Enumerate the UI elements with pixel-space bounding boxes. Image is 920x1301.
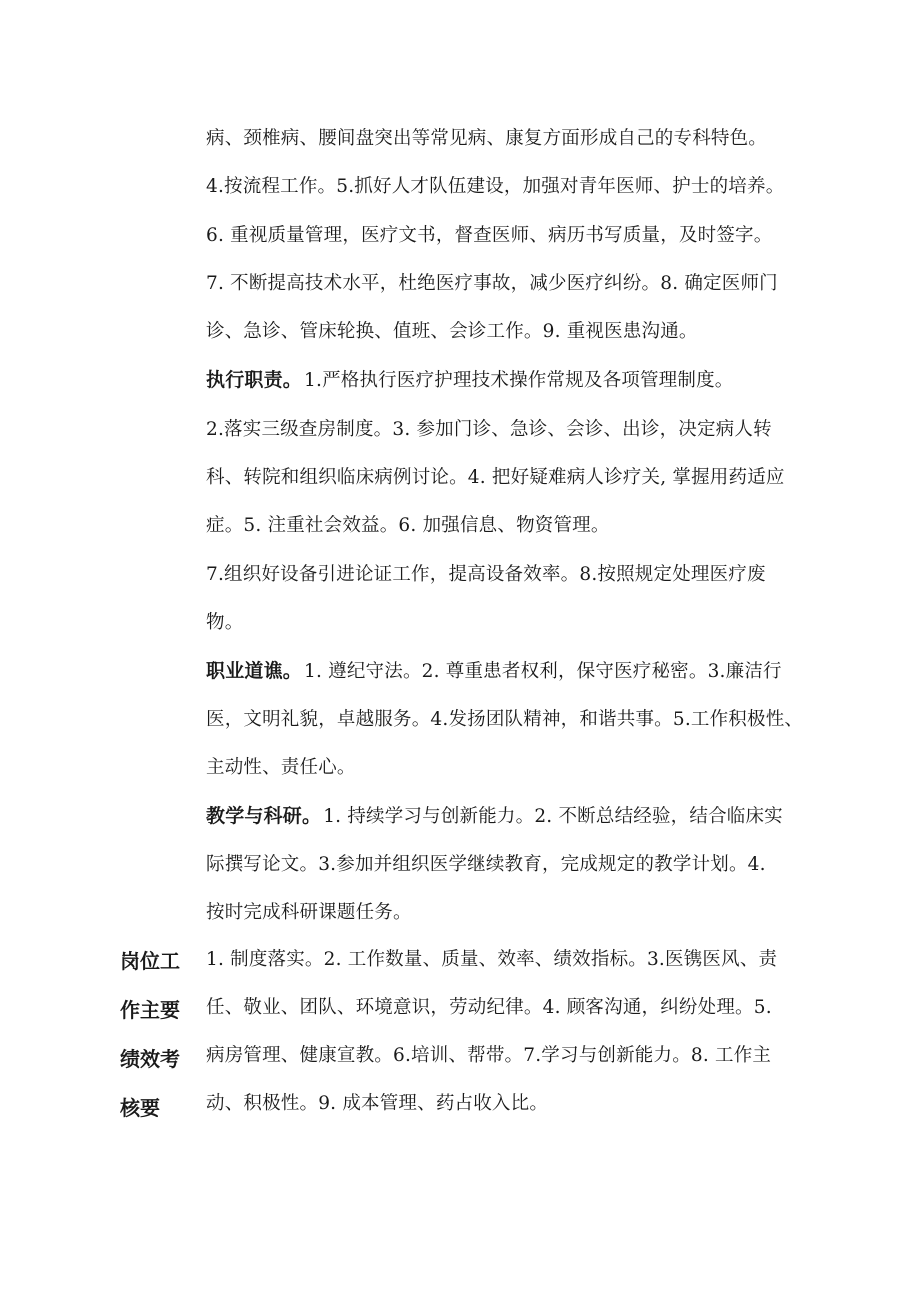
management-line-3: 6. 重视质量管理，医疗文书，督查医师、病历书写质量，及时签字。 bbox=[206, 225, 773, 246]
performance-label-line-4: 核要 bbox=[120, 1096, 160, 1120]
performance-line-2: 任、敬业、团队、环境意识，劳动纪律。4. 顾客沟通，纠纷处理。5. bbox=[206, 997, 772, 1018]
execution-line-2: 2.落实三级查房制度。3. 参加门诊、急诊、会诊、出诊，决定病人转 bbox=[206, 419, 772, 440]
performance-line-3: 病房管理、健康宣教。6.培训、帮带。7.学习与创新能力。8. 工作主 bbox=[206, 1045, 772, 1066]
execution-first-text: 1.严格执行医疗护理技术操作常规及各项管理制度。 bbox=[304, 370, 734, 391]
performance-label-line-3: 绩效考 bbox=[120, 1047, 180, 1071]
research-first-text: 1. 持续学习与创新能力。2. 不断总结经验，结合临床实 bbox=[323, 806, 783, 827]
performance-label-line-2: 作主要 bbox=[120, 998, 180, 1022]
management-line-1: 病、颈椎病、腰间盘突出等常见病、康复方面形成自己的专科特色。 bbox=[206, 128, 768, 149]
research-heading: 教学与科研。 bbox=[206, 805, 322, 827]
performance-line-1: 1. 制度落实。2. 工作数量、质量、效率、绩效指标。3.医镌医风、责 bbox=[206, 949, 778, 970]
research-first-line bbox=[206, 804, 783, 829]
research-line-3: 按时完成科研课题任务。 bbox=[206, 902, 412, 923]
execution-line-6: 物。 bbox=[206, 612, 244, 633]
ethics-first-line bbox=[206, 659, 782, 684]
execution-line-4: 症。5. 注重社会效益。6. 加强信息、物资管理。 bbox=[206, 515, 610, 536]
execution-first-line bbox=[206, 368, 733, 393]
ethics-first-text: 1. 遵纪守法。2. 尊重患者权利，保守医疗秘密。3.廉洁行 bbox=[304, 661, 782, 682]
execution-heading: 执行职责。 bbox=[206, 369, 303, 391]
research-line-2: 际撰写论文。3.参加并组织医学继续教育，完成规定的教学计划。4. bbox=[206, 854, 766, 875]
management-line-4: 7. 不断提高技术水平，杜绝医疗事故，减少医疗纠纷。8. 确定医师门 bbox=[206, 273, 778, 294]
management-line-5: 诊、急诊、管床轮换、值班、会诊工作。9. 重视医患沟通。 bbox=[206, 321, 698, 342]
execution-line-5: 7.组织好设备引进论证工作，提高设备效率。8.按照规定处理医疗废 bbox=[206, 564, 766, 585]
performance-label-line-1: 岗位工 bbox=[120, 949, 180, 973]
ethics-heading: 职业道谯。 bbox=[206, 660, 303, 682]
execution-line-3: 科、转院和组织临床病例讨论。4. 把好疑难病人诊疗关, 掌握用药适应 bbox=[206, 467, 785, 488]
ethics-line-2: 医，文明礼貌，卓越服务。4.发扬团队精神，和谐共事。5.工作积极性、 bbox=[206, 709, 804, 730]
management-line-2: 4.按流程工作。5.抓好人才队伍建设，加强对青年医师、护士的培养。 bbox=[206, 176, 785, 197]
ethics-line-3: 主动性、责任心。 bbox=[206, 757, 356, 778]
performance-line-4: 动、积极性。9. 成本管理、药占收入比。 bbox=[206, 1093, 549, 1114]
